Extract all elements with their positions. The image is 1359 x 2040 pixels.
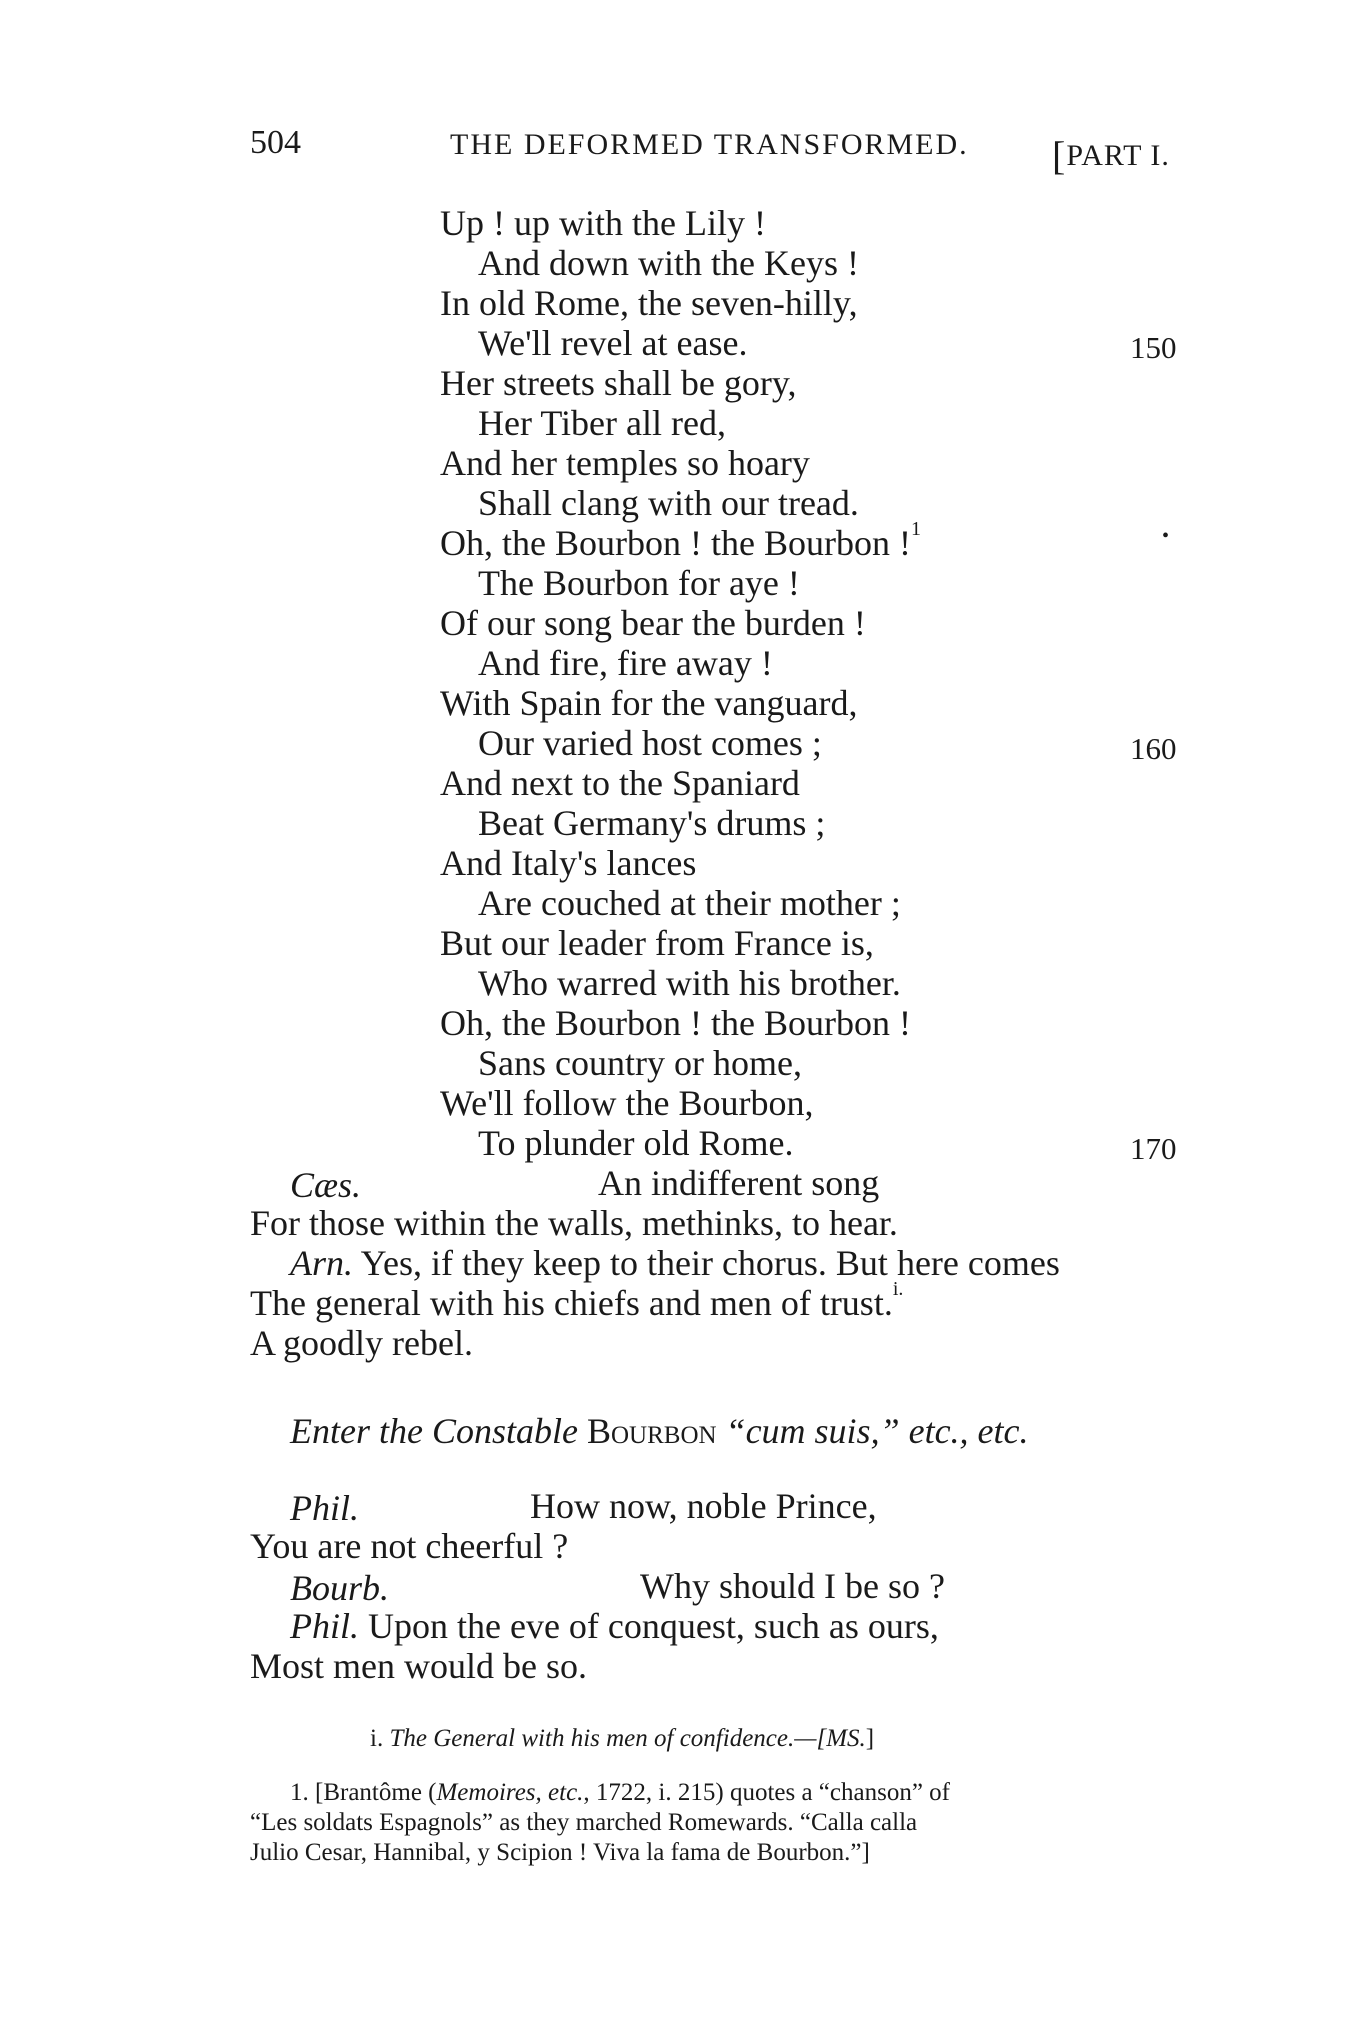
speaker-phil: Phil.: [290, 1488, 359, 1528]
line-number: 160: [1130, 731, 1177, 766]
speech-text: Yes, if they keep to their chorus. But here comes: [353, 1243, 1060, 1283]
stage-direction: [290, 1413, 1029, 1449]
speech-line: [250, 1278, 904, 1323]
song-line: Sans country or home,: [478, 1043, 802, 1083]
song-line: Our varied host comes ;: [478, 723, 822, 763]
song-line: Oh, the Bourbon ! the Bourbon !: [440, 1003, 911, 1043]
variant-text: The General with his men of confidence.—[: [383, 1725, 827, 1752]
song-line: But our leader from France is,: [440, 923, 874, 963]
song-line: And next to the Spaniard: [440, 763, 800, 803]
song-line: And Italy's lances: [440, 843, 697, 883]
song-line: And down with the Keys !: [478, 243, 859, 283]
song-line: We'll follow the Bourbon,: [440, 1083, 814, 1123]
song-line: We'll revel at ease.: [478, 323, 748, 363]
line-number: 150: [1130, 330, 1177, 365]
song-line: [440, 518, 921, 563]
stage-enter: Enter the Constable: [290, 1411, 587, 1451]
song-line: Who warred with his brother.: [478, 963, 901, 1003]
song-line: Are couched at their mother ;: [478, 883, 901, 923]
speech-line: Most men would be so.: [250, 1646, 587, 1686]
song-line: And her temples so hoary: [440, 443, 810, 483]
stage-name: Bourbon: [586, 1411, 717, 1451]
speaker-phil: Phil.: [290, 1606, 359, 1646]
fn-a: 1. [Brantôme (: [290, 1779, 437, 1806]
speech-line: [290, 1245, 1060, 1281]
part-label: [PART I.: [1052, 133, 1170, 178]
speech-line: An indifferent song: [598, 1163, 880, 1203]
fn-b: , 1722, i. 215) quotes a “chanson” of: [583, 1779, 950, 1806]
speech-line: You are not cheerful ?: [250, 1526, 569, 1566]
song-line: To plunder old Rome.: [478, 1123, 794, 1163]
footnote-line: Julio Cesar, Hannibal, y Scipion ! Viva la fama de Bourbon.”]: [250, 1839, 870, 1866]
variant-ms: MS.: [826, 1725, 866, 1752]
print-speck: •: [1162, 525, 1170, 547]
part-label-text: PART I.: [1066, 139, 1170, 172]
page-number: 504: [250, 124, 301, 161]
song-line: Of our song bear the burden !: [440, 603, 866, 643]
footnote-line: “Les soldats Espagnols” as they marched Romewards. “Calla calla: [250, 1809, 918, 1836]
song-line: The Bourbon for aye !: [478, 563, 800, 603]
song-line: Shall clang with our tread.: [478, 483, 859, 523]
speech-line: [290, 1608, 939, 1644]
speech-text: The general with his chiefs and men of trust.: [250, 1283, 893, 1323]
song-line: With Spain for the vanguard,: [440, 683, 858, 723]
speaker-arn: Arn.: [290, 1243, 353, 1283]
stage-rest: “cum suis,” etc., etc.: [716, 1411, 1029, 1451]
line-number: 170: [1130, 1131, 1177, 1166]
song-line: Her Tiber all red,: [478, 403, 726, 443]
running-title: THE DEFORMED TRANSFORMED.: [450, 128, 969, 161]
speech-line: A goodly rebel.: [250, 1323, 473, 1363]
variant-marker: i.: [892, 1278, 904, 1300]
speaker-bourb: Bourb.: [290, 1568, 389, 1608]
speech-text: Upon the eve of conquest, such as ours,: [359, 1606, 939, 1646]
fn-memoires: Memoires, etc.: [436, 1779, 584, 1806]
speech-line: How now, noble Prince,: [530, 1486, 877, 1526]
variant-num: i.: [370, 1725, 384, 1752]
speaker-caes: Cæs.: [290, 1165, 362, 1205]
variant-close: ]: [865, 1725, 875, 1752]
song-line: Beat Germany's drums ;: [478, 803, 826, 843]
song-line-text: Oh, the Bourbon ! the Bourbon !: [440, 523, 911, 563]
song-line: Up ! up with the Lily !: [440, 203, 766, 243]
song-line: Her streets shall be gory,: [440, 363, 797, 403]
footnote-line: [290, 1780, 950, 1805]
footnote-marker: 1: [910, 518, 921, 540]
song-line: And fire, fire away !: [478, 643, 773, 683]
song-line: In old Rome, the seven-hilly,: [440, 283, 858, 323]
speech-line: Why should I be so ?: [640, 1566, 945, 1606]
variant-note: [370, 1726, 874, 1751]
speech-line: For those within the walls, methinks, to hear.: [250, 1203, 898, 1243]
